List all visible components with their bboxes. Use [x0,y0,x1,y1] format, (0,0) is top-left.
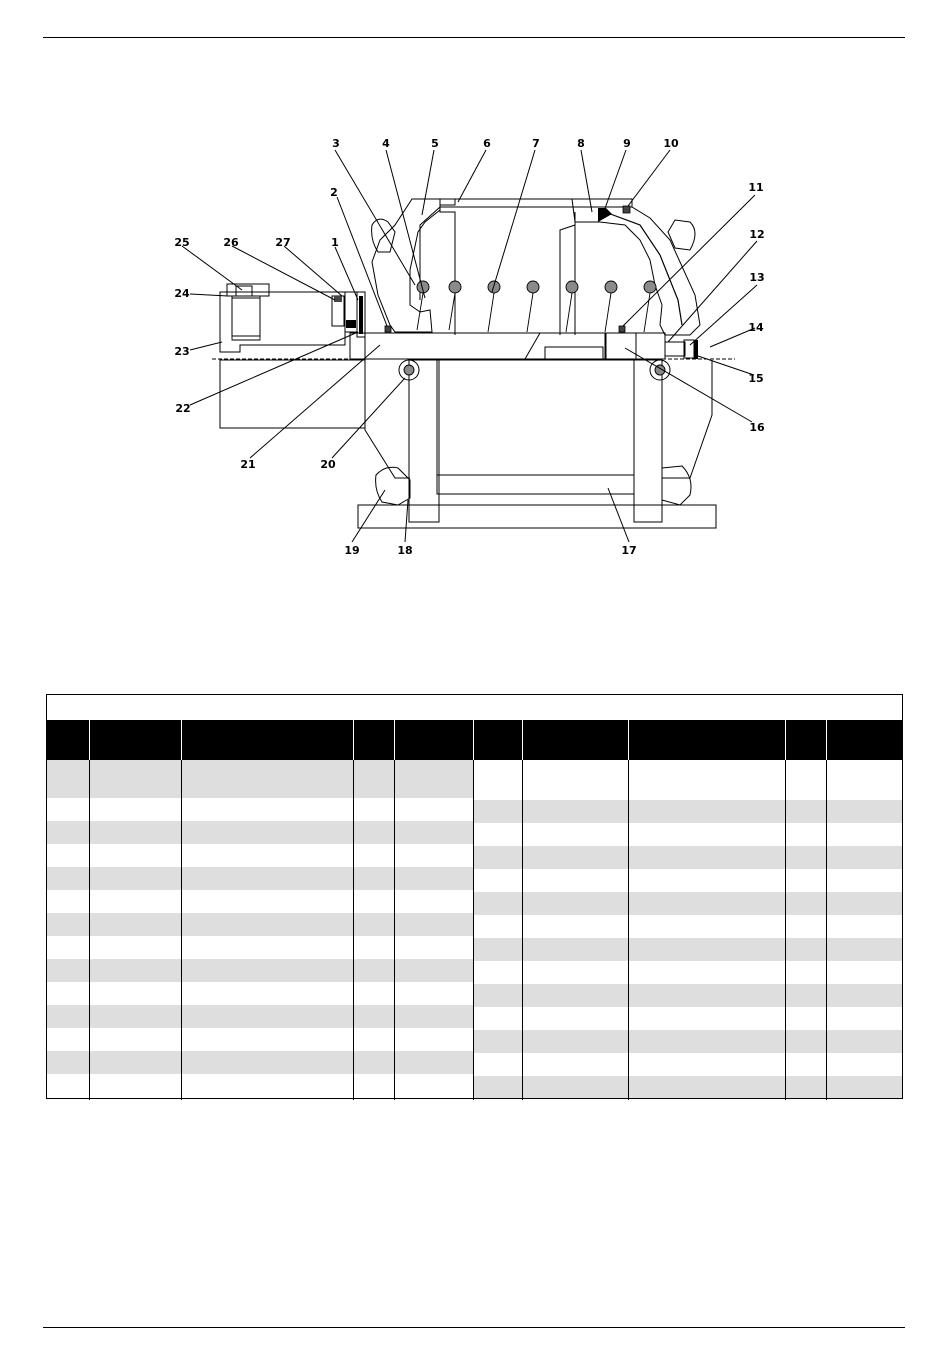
table-row [474,892,902,915]
header-divider [628,720,629,760]
bottom-rule [43,1327,905,1328]
bushing [525,333,605,359]
callout-26: 26 [223,236,239,249]
table-row [474,1007,902,1030]
table-row [47,760,474,798]
col-divider [89,720,90,1100]
table-row [474,938,902,961]
callout-25: 25 [174,236,190,249]
col-divider [181,720,182,1100]
table-row [47,982,474,1005]
table-row [47,844,474,867]
callout-13: 13 [749,271,765,284]
col-divider [522,720,523,1100]
callout-23: 23 [174,345,190,358]
callout-10: 10 [663,137,679,150]
callout-12: 12 [749,228,765,241]
callout-19: 19 [344,544,360,557]
header-divider [826,720,827,760]
callout-7: 7 [532,137,540,150]
right-half [474,720,902,1100]
table-row [47,959,474,982]
parts-table [46,694,903,1099]
left-header-row [47,720,474,760]
top-cover [440,199,632,207]
table-row [474,915,902,938]
table-row [474,846,902,869]
table-row [474,961,902,984]
left-housing [372,199,455,332]
table-row [47,821,474,844]
right-upright [634,360,662,522]
table-row [474,1030,902,1053]
table-row [474,760,902,800]
col-divider [785,720,786,1100]
right-header-row [474,720,902,760]
table-row [47,1005,474,1028]
top-left-nut [372,219,395,252]
col-divider [826,720,827,1100]
table-row [47,867,474,890]
table-row [47,798,474,821]
part-13 [665,342,685,356]
callout-17: 17 [621,544,637,557]
col-divider [473,720,474,1100]
callout-8: 8 [577,137,585,150]
callout-20: 20 [320,458,336,471]
col-divider [394,720,395,1100]
header-divider [522,720,523,760]
header-divider [89,720,90,760]
header-divider [394,720,395,760]
header-divider [473,720,474,760]
left-upright [409,360,439,522]
table-row [47,1028,474,1051]
callout-22: 22 [175,402,191,415]
table-row [47,936,474,959]
lower-cavity [437,360,634,475]
table-row [474,800,902,823]
callout-2: 2 [330,186,338,199]
callout-14: 14 [748,321,764,334]
table-row [47,1051,474,1074]
bottom-right-nut [662,466,691,505]
header-divider [353,720,354,760]
tie-rod [437,475,634,494]
callout-27: 27 [275,236,291,249]
callout-5: 5 [431,137,439,150]
table-row [474,823,902,846]
part-16 [606,333,636,359]
part-15 [694,340,698,359]
callout-24: 24 [174,287,190,300]
callout-21: 21 [240,458,256,471]
table-caption [47,695,902,720]
table-row [474,1076,902,1098]
callout-18: 18 [397,544,413,557]
table-row [474,869,902,892]
table-row [47,890,474,913]
callout-6: 6 [483,137,491,150]
table-row [474,1053,902,1076]
header-divider [785,720,786,760]
col-divider [353,720,354,1100]
header-divider [181,720,182,760]
shaft [365,333,665,359]
table-row [47,913,474,936]
callout-1: 1 [331,236,339,249]
callout-15: 15 [748,372,764,385]
left-half [47,720,474,1100]
callout-3: 3 [332,137,340,150]
cross-section-drawing [0,0,950,620]
col-divider [628,720,629,1100]
table-row [47,1074,474,1098]
bottom-left-nut [376,467,410,505]
callout-4: 4 [382,137,390,150]
seal-9 [598,208,612,222]
left-block [220,292,345,352]
table-row [474,984,902,1007]
callout-16: 16 [749,421,765,434]
callout-11: 11 [748,181,764,194]
callout-9: 9 [623,137,631,150]
lower-flange [220,360,365,428]
